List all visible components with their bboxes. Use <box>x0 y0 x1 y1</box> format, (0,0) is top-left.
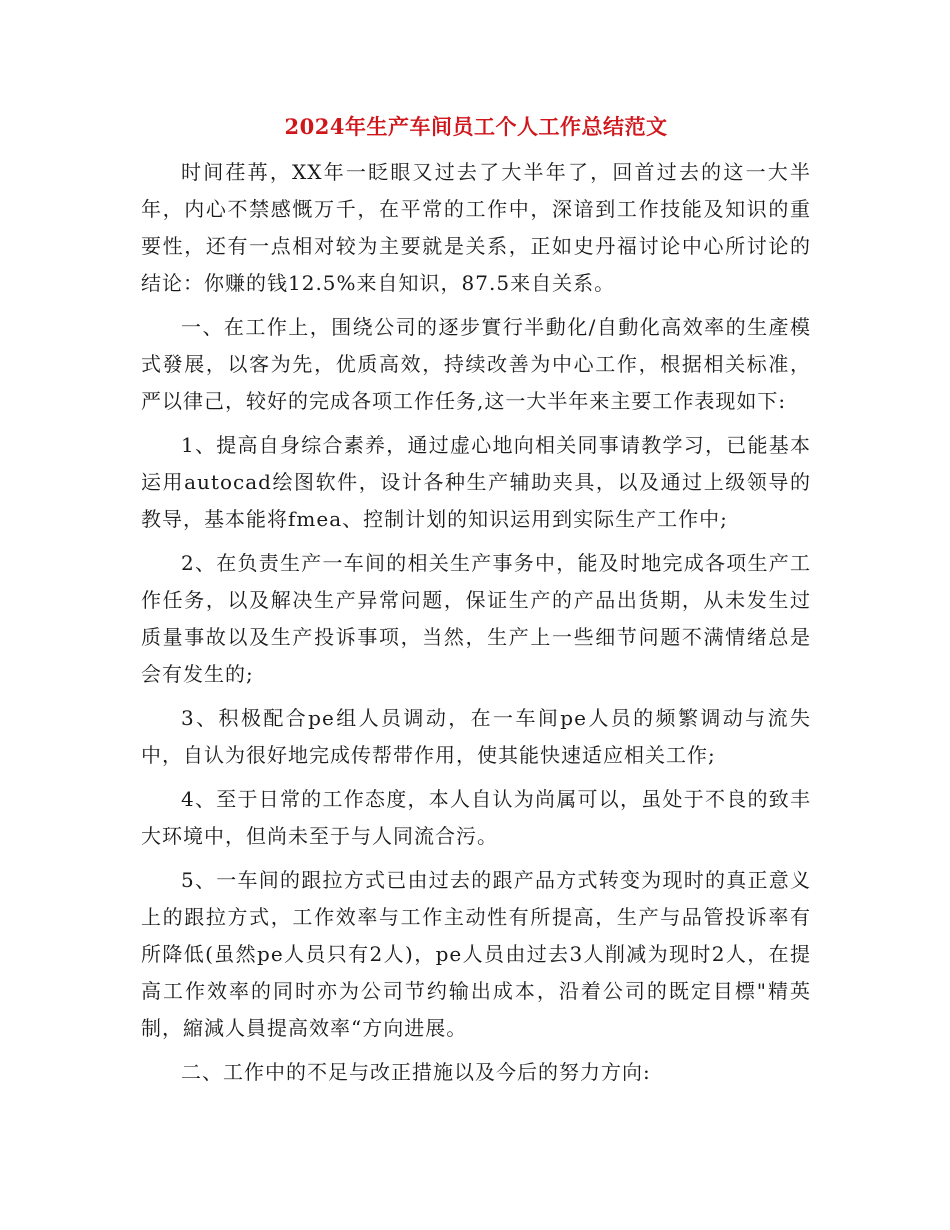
paragraph-item-2: 2、在负责生产一车间的相关生产事务中，能及时地完成各项生产工作任务，以及解决生产异常问题，保证生产的产品出货期，从未发生过质量事故以及生产投诉事项，当然，生产上一些细节问题不满情绪总是会有发生的; <box>141 551 811 686</box>
paragraph-item-3: 3、积极配合pe组人员调动，在一车间pe人员的频繁调动与流失中，自认为很好地完成传帮带作用，使其能快速适应相关工作; <box>141 706 811 767</box>
paragraph-section-one: 一、在工作上，围绕公司的逐步實行半動化/自動化高效率的生產模式發展，以客为先，优质高效，持续改善为中心工作，根据相关标准，严以律己，较好的完成各项工作任务,这一大半年来主要工作表现如下: <box>141 315 811 413</box>
paragraph-item-5: 5、一车间的跟拉方式已由过去的跟产品方式转变为现时的真正意义上的跟拉方式，工作效率与工作主动性有所提高，生产与品管投诉率有所降低(虽然pe人员只有2人)，pe人员由过去3人削减为现时2人，在提高工作效率的同时亦为公司节约输出成本，沿着公司的既定目標"精英制，縮減人員提高效率“方向进展。 <box>141 868 811 1040</box>
paragraph-item-4: 4、至于日常的工作态度，本人自认为尚属可以，虽处于不良的致丰大环境中，但尚未至于与人同流合污。 <box>141 787 811 848</box>
paragraph-intro: 时间荏苒，XX年一眨眼又过去了大半年了，回首过去的这一大半年，内心不禁感慨万千，在平常的工作中，深谙到工作技能及知识的重要性，还有一点相对较为主要就是关系，正如史丹福讨论中心所讨论的结论：你赚的钱12.5%来自知识，87.5来自关系。 <box>141 160 811 295</box>
paragraph-section-two: 二、工作中的不足与改正措施以及今后的努力方向: <box>181 1060 651 1084</box>
document-title: 2024年生产车间员工个人工作总结范文 <box>284 114 668 139</box>
document-page <box>141 112 811 1098</box>
paragraph-item-1: 1、提高自身综合素养，通过虚心地向相关同事请教学习，已能基本运用autocad绘图软件，设计各种生产辅助夹具，以及通过上级领导的教导，基本能将fmea、控制计划的知识运用到实际生产工作中; <box>141 433 811 531</box>
